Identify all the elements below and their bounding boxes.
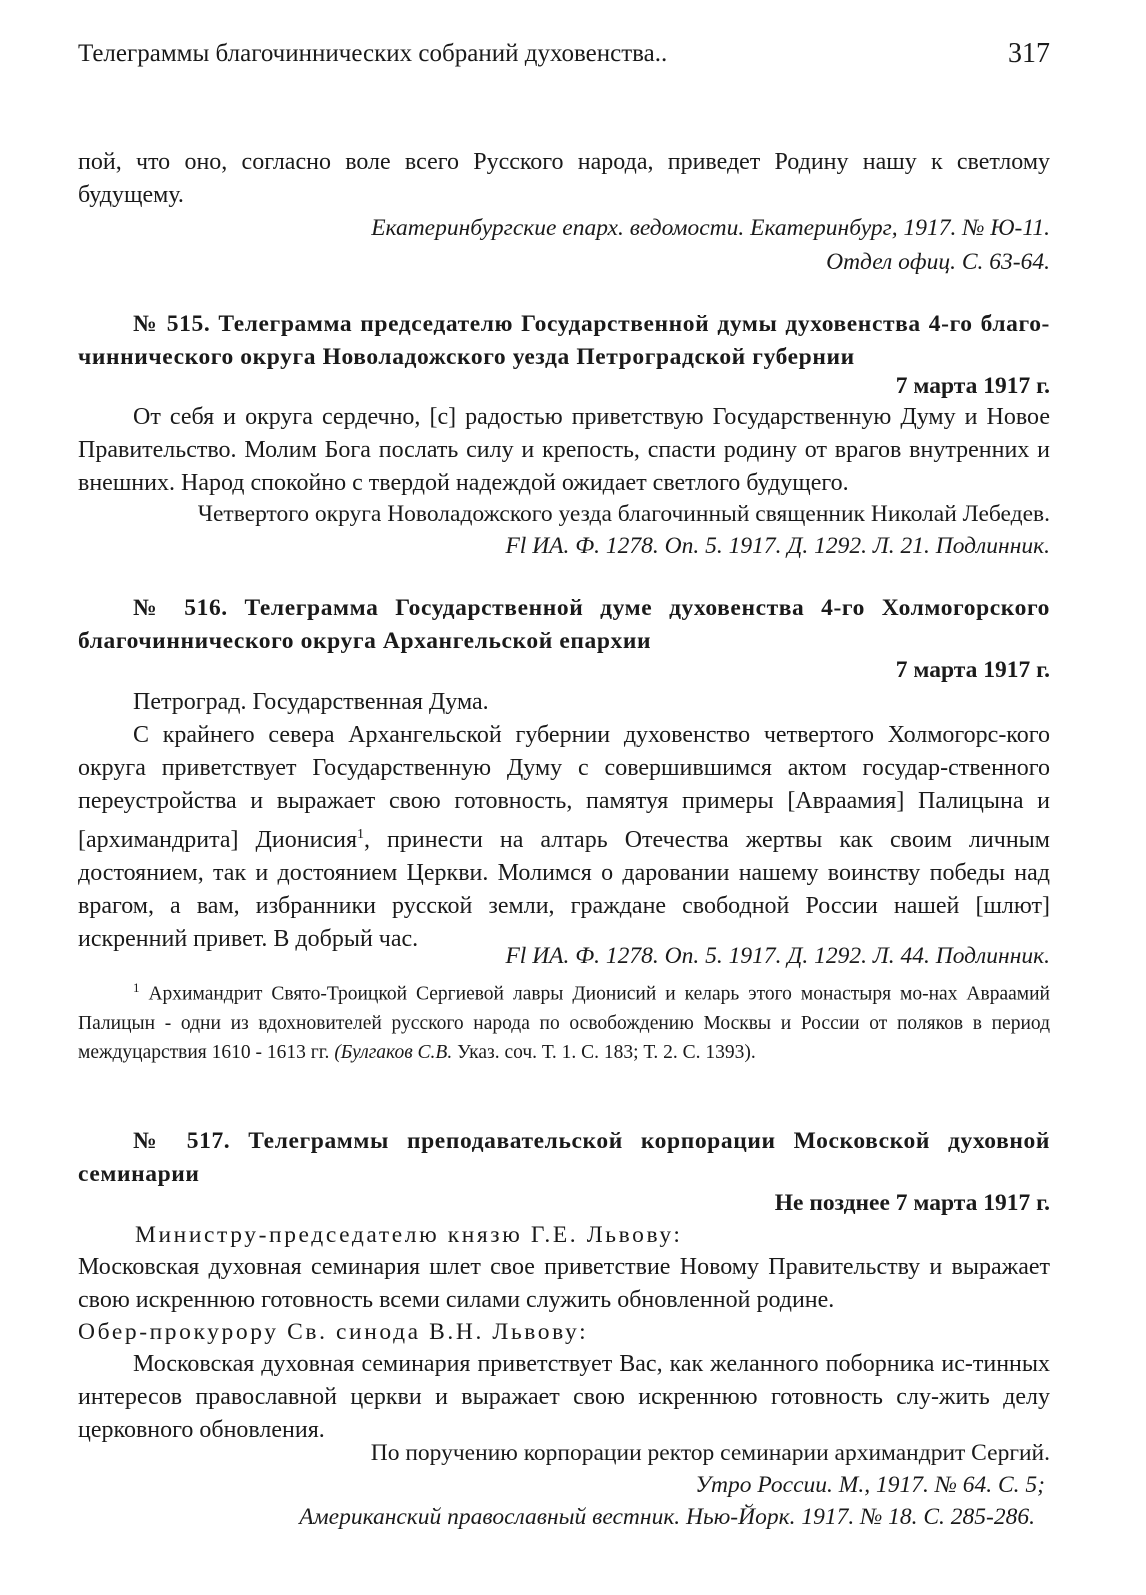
page-number: 317 <box>1008 38 1050 69</box>
doc-517-source-line: Утро России. М., 1917. № 64. С. 5; <box>695 1472 1045 1498</box>
doc-517-date: Не позднее 7 марта 1917 г. <box>774 1190 1050 1216</box>
doc-517-address-2: Обер-прокурору Св. синода В.Н. Львову: <box>78 1319 589 1345</box>
page-header <box>78 38 1050 78</box>
intro-source-line: Екатеринбургские епарх. ведомости. Екатеринбург, 1917. № Ю-11. <box>371 215 1050 241</box>
doc-517-address-1: Министру-председателю князю Г.Е. Львову: <box>135 1222 683 1248</box>
doc-516-text <box>78 719 1050 956</box>
footnote-mark: 1 <box>133 980 140 995</box>
running-title: Телеграммы благочиннических собраний духовенства.. <box>78 40 668 67</box>
doc-515-text: От себя и округа сердечно, [с] радостью приветствую Государственную Думу и Новое Правительство. Молим Бога послать силу и крепость, спасти родину от врагов внутренних и внешних. Народ спокойно с твердой надеждой ожидает светлого будущего. <box>78 404 1050 496</box>
doc-517-source <box>78 1469 1050 1533</box>
doc-515-date: 7 марта 1917 г. <box>895 373 1050 399</box>
doc-515-title: № 515. Телеграмма председателю Государственной думы духовенства 4-го благо-чиннического округа Новоладожского уезда Петроградской губернии <box>78 311 1050 370</box>
footnote-text: Архимандрит Свято-Троицкой Сергиевой лавры Дионисий и келарь этого монастыря мо-нах Авраамий Палицын - одни из вдохновителей русского народа по освобождению Москвы и России от поляков в период междуцарствия 1610 - 1613 гг. <box>78 983 1050 1063</box>
doc-516-text-part: , принести на алтарь Отечества жертвы как своим личным достоянием, так и достоянием Церкви. Молимся о даровании нашему воинству победы над врагом, а вам, избранники русской земли, граждане свободной России нашей [шлют] искренний привет. В добрый час. <box>78 827 1050 952</box>
footnote-reference: 1 <box>356 827 364 842</box>
footnote-author: (Булгаков С.В. <box>334 1041 453 1063</box>
doc-517-text-2: Московская духовная семинария приветствует Вас, как желанного поборника ис-тинных интересов православной церкви и выражает свою искреннюю готовность слу-жить делу церковного обновления. <box>78 1351 1050 1443</box>
footnote-reference-text: Указ. соч. Т. 1. С. 183; Т. 2. С. 1393). <box>452 1041 756 1063</box>
doc-517-signature: По поручению корпорации ректор семинарии архимандрит Сергий. <box>370 1440 1050 1466</box>
doc-517-source-line: Американский православный вестник. Нью-Йорк. 1917. № 18. С. 285-286. <box>299 1504 1035 1530</box>
document-page <box>78 0 1050 1595</box>
intro-source <box>78 212 1050 278</box>
intro-source-line: Отдел офиц. С. 63-64. <box>826 249 1050 275</box>
doc-515-source: Fl ИА. Ф. 1278. Оп. 5. 1917. Д. 1292. Л. 21. Подлинник. <box>505 533 1050 559</box>
doc-516-footnote <box>78 973 1050 1067</box>
doc-517-title: № 517. Телеграммы преподавательской корпорации Московской духовной семинарии <box>78 1128 1050 1187</box>
doc-517-text-1: Московская духовная семинария шлет свое приветствие Новому Правительству и выражает свою искреннюю готовность всеми силами служить обновленной родине. <box>78 1254 1050 1313</box>
doc-516-source: Fl ИА. Ф. 1278. Оп. 5. 1917. Д. 1292. Л. 44. Подлинник. <box>505 943 1050 969</box>
doc-516-title: № 516. Телеграмма Государственной думе духовенства 4-го Холмогорского благочиннического округа Архангельской епархии <box>78 595 1050 654</box>
doc-516-text-part: С крайнего севера Архангельской губернии духовенство четвертого Холмогорс-кого округа приветствует Государственную Думу с совершившимся актом государ-ственного переустройства и выражает свою готовность, памятуя примеры [Авраамия] Палицына и [архимандрита] Дионисия <box>78 722 1050 853</box>
doc-515-signature: Четвертого округа Новоладожского уезда благочинный священник Николай Лебедев. <box>197 501 1050 527</box>
doc-516-addressee: Петроград. Государственная Дума. <box>133 689 489 715</box>
doc-516-date: 7 марта 1917 г. <box>895 657 1050 683</box>
intro-paragraph: пой, что оно, согласно воле всего Русского народа, приведет Родину нашу к светлому будущему. <box>78 149 1050 208</box>
